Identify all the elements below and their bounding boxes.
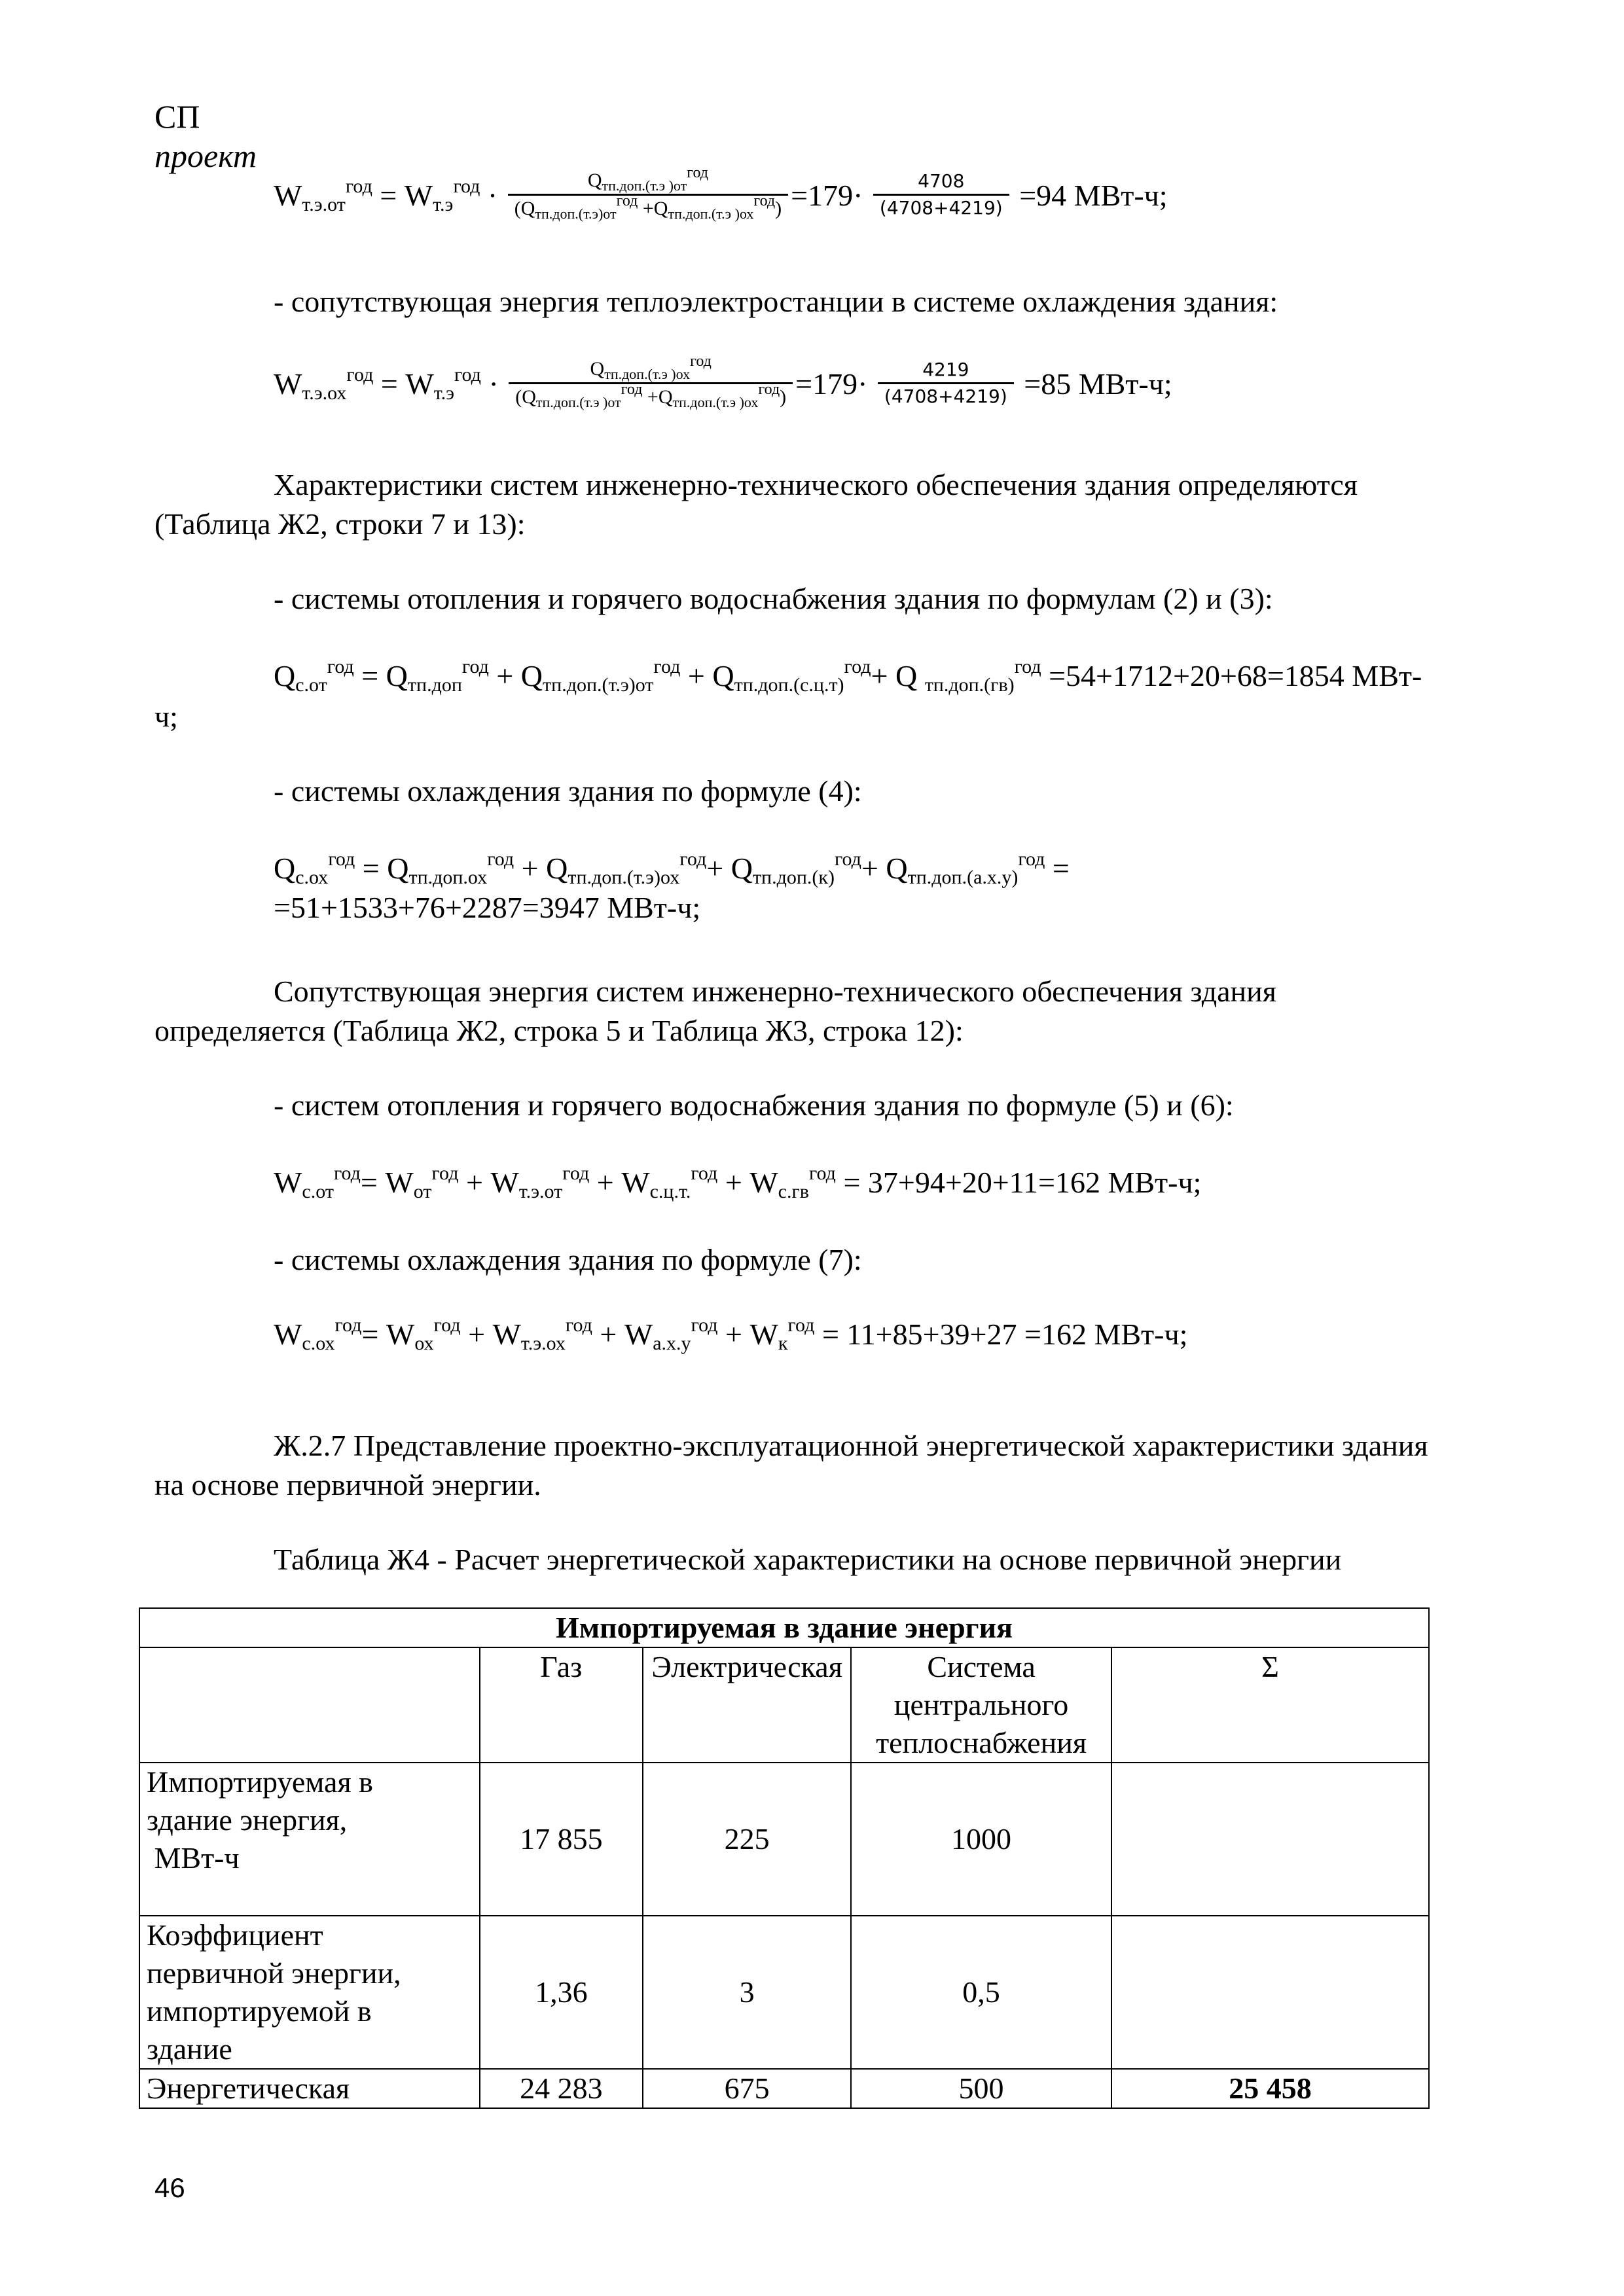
text-cooling-formula: - системы охлаждения здания по формуле (4): bbox=[274, 774, 862, 808]
table-cell-central: 0,5 bbox=[851, 1916, 1111, 2069]
table-cell-electric: 675 bbox=[643, 2069, 851, 2108]
table-cell-electric: 225 bbox=[643, 1763, 851, 1916]
table-row bbox=[139, 2069, 1429, 2108]
section-heading-line2: на основе первичной энергии. bbox=[154, 1468, 541, 1501]
table-header-central-heating: Система центрального теплоснабжения bbox=[851, 1647, 1111, 1763]
table-row-label: Коэффициент первичной энергии, импортируемой в здание bbox=[139, 1916, 480, 2069]
table-header-sum: Σ bbox=[1111, 1647, 1429, 1763]
header-code: СП bbox=[154, 98, 200, 135]
paragraph-accompanying-line1: Сопутствующая энергия систем инженерно-технического обеспечения здания bbox=[274, 975, 1276, 1008]
text-cooling-formula7: - системы охлаждения здания по формуле (7): bbox=[274, 1243, 862, 1276]
fraction-numeric: $\frac{4219}{(4708+4219)}$ bbox=[878, 359, 1014, 407]
table-cell-gas: 24 283 bbox=[480, 2069, 643, 2108]
table-caption: Таблица Ж4 - Расчет энергетической характеристики на основе первичной энергии bbox=[274, 1543, 1342, 1576]
table-cell-electric: 3 bbox=[643, 1916, 851, 2069]
equation-w-te-cooling: $W_{т.э.ох}^{год} = W_{т.э}^{год}$ · $\frac{Q_{тп.доп.(т.э )ох}^{год}}{(Q_{тп.доп.(т.э )от}^{год} +Q_{тп.доп.(т.э )ох}^{год})}$ =179· $\frac{4219}{(4708+4219)}$ =85 МВт-ч; bbox=[274, 353, 1172, 410]
table-header-electric: Электрическая bbox=[643, 1647, 851, 1763]
table-row-label: Энергетическая bbox=[139, 2069, 480, 2108]
table-cell-sum bbox=[1111, 1763, 1429, 1916]
equation-q-heating-wrap: ч; bbox=[154, 700, 178, 733]
table-header-gas: Газ bbox=[480, 1647, 643, 1763]
table-cell-central: 500 bbox=[851, 2069, 1111, 2108]
fraction-numeric: $\frac{4708}{(4708+4219)}$ bbox=[873, 170, 1009, 219]
table-row bbox=[139, 1916, 1429, 2069]
table-header-row bbox=[139, 1647, 1429, 1763]
primary-energy-table bbox=[139, 1607, 1430, 2109]
table-title-row bbox=[139, 1608, 1429, 1647]
equation-q-cooling: $Q_{с.ох}^{год} = Q_{тп.доп.ох}^{год} + Q_{тп.доп.(т.э)ох}^{год}+ Q_{тп.доп.(к)}^{год}+ Q_{тп.доп.(а.х.у)}^{год}$ = bbox=[274, 848, 1070, 888]
text-cogeneration-cooling: - сопутствующая энергия теплоэлектростанции в системе охлаждения здания: bbox=[274, 285, 1278, 318]
equation-q-cooling-result: =51+1533+76+2287=3947 МВт-ч; bbox=[274, 891, 701, 924]
equation-q-heating: $Q_{с.от}^{год} = Q_{тп.доп}^{год} + Q_{тп.доп.(т.э)от}^{год} + Q_{тп.доп.(с.ц.т)}^{год}+ Q$ $_{тп.доп.(гв)}^{год}$ =54+1712+20+68=1854 МВт- bbox=[274, 656, 1422, 696]
table-header-empty bbox=[139, 1647, 480, 1763]
text-heating-formulas: - системы отопления и горячего водоснабжения здания по формулам (2) и (3): bbox=[274, 582, 1273, 615]
table-cell-central: 1000 bbox=[851, 1763, 1111, 1916]
header-status: проект bbox=[154, 137, 257, 174]
table-cell-sum bbox=[1111, 1916, 1429, 2069]
equation-w-heating: $W_{с.от}^{год}= W_{от}^{год} + W_{т.э.от}^{год} + W_{с.ц.т.}^{год} + W_{с.гв}^{год} = 37+94+20+11=162$ МВт-ч; bbox=[274, 1162, 1202, 1202]
paragraph-characteristics-line1: Характеристики систем инженерно-технического обеспечения здания определяются bbox=[274, 468, 1358, 501]
table-title: Импортируемая в здание энергия bbox=[139, 1608, 1429, 1647]
fraction-share: $\frac{Q_{тп.доп.(т.э )ох}^{год}}{(Q_{тп.доп.(т.э )от}^{год} +Q_{тп.доп.(т.э )ох}^{год})}$ bbox=[509, 357, 793, 409]
table-row bbox=[139, 1763, 1429, 1916]
text-heating-formula56: - систем отопления и горячего водоснабжения здания по формуле (5) и (6): bbox=[274, 1088, 1234, 1122]
table-cell-gas: 1,36 bbox=[480, 1916, 643, 2069]
page-number: 46 bbox=[154, 2172, 185, 2203]
fraction-share: $\frac{Q_{тп.доп.(т.э )от}^{год}}{(Q_{тп.доп.(т.э)от}^{год} +Q_{тп.доп.(т.э )ох}^{год})}$ bbox=[508, 169, 788, 221]
table-row-label: Импортируемая в здание энергия, МВт-ч bbox=[139, 1763, 480, 1916]
table-cell-sum-total: 25 458 bbox=[1111, 2069, 1429, 2108]
equation-w-te-heating: $W_{т.э.от}^{год} = W_{т.э}^{год}$ · $\frac{Q_{тп.доп.(т.э )от}^{год}}{(Q_{тп.доп.(т.э)от}^{год} +Q_{тп.доп.(т.э )ох}^{год})}$ =179· $\frac{4708}{(4708+4219)}$ =94 МВт-ч; bbox=[274, 164, 1168, 222]
table-cell-gas: 17 855 bbox=[480, 1763, 643, 1916]
equation-w-cooling: $W_{с.ох}^{год}= W_{ох}^{год} + W_{т.э.ох}^{год} + W_{а.х.у}^{год} + W_к^{год} = 11+85+39+27 =162$ МВт-ч; bbox=[274, 1314, 1188, 1354]
paragraph-accompanying-line2: определяется (Таблица Ж2, строка 5 и Таблица Ж3, строка 12): bbox=[154, 1014, 964, 1047]
section-heading-line1: Ж.2.7 Представление проектно-эксплуатационной энергетической характеристики здания bbox=[274, 1429, 1428, 1462]
paragraph-characteristics-line2: (Таблица Ж2, строки 7 и 13): bbox=[154, 507, 526, 541]
